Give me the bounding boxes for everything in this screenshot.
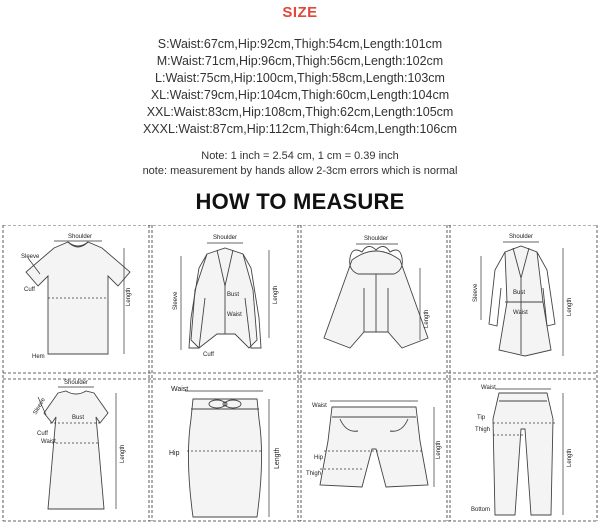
size-chart xyxy=(0,36,600,138)
label-shoulder: Shoulder xyxy=(364,236,389,242)
label-shoulder: Shoulder xyxy=(509,234,534,240)
panel-shorts xyxy=(302,379,450,522)
note-measurement: note: measurement by hands allow 2-3cm errors which is normal xyxy=(142,165,458,177)
label-waist: Waist xyxy=(312,403,327,409)
how-to-measure-heading: HOW TO MEASURE xyxy=(195,189,405,214)
pants-shape xyxy=(493,393,553,515)
label-length: Length xyxy=(274,447,281,469)
label-shoulder: Shoulder xyxy=(213,235,238,241)
label-hem: Hem xyxy=(32,354,45,360)
label-sleeve: Sleeve xyxy=(21,254,40,260)
size-line-m: M:Waist:71cm,Hip:96cm,Thigh:56cm,Length:102cm xyxy=(156,54,444,68)
label-length: Length xyxy=(273,285,279,304)
panel-cape xyxy=(302,228,450,371)
shorts-shape xyxy=(320,407,428,487)
notes xyxy=(0,149,600,179)
label-waist: Waist xyxy=(513,310,528,316)
jacket-diagram xyxy=(153,228,301,371)
note-conversion: Note: 1 inch = 2.54 cm, 1 cm = 0.39 inch xyxy=(201,150,399,162)
size-line-s: S:Waist:67cm,Hip:92cm,Thigh:54cm,Length:101cm xyxy=(157,37,443,51)
label-bust: Bust xyxy=(227,292,240,298)
dress-diagram xyxy=(4,379,152,522)
label-waist: Waist xyxy=(171,386,189,393)
label-waist: Waist xyxy=(481,385,496,391)
label-length: Length xyxy=(436,440,442,459)
shorts-diagram xyxy=(302,379,450,522)
label-shoulder: Shoulder xyxy=(68,234,93,240)
skirt-diagram xyxy=(153,379,301,522)
size-line-xxxl: XXXL:Waist:87cm,Hip:112cm,Thigh:64cm,Length:106cm xyxy=(142,122,458,136)
size-line-xxl: XXL:Waist:83cm,Hip:108cm,Thigh:62cm,Length:105cm xyxy=(146,105,454,119)
pants-diagram xyxy=(451,379,599,522)
label-sleeve: Sleeve xyxy=(173,291,179,310)
size-title: SIZE xyxy=(282,4,318,21)
label-shoulder: Shoulder xyxy=(64,380,89,386)
panel-dress xyxy=(4,379,152,522)
label-bottom: Bottom xyxy=(471,507,491,513)
label-waist: Waist xyxy=(227,312,242,318)
label-sleeve: Sleeve xyxy=(32,397,47,416)
label-length: Length xyxy=(567,297,573,316)
label-length: Length xyxy=(424,309,430,328)
measure-grid xyxy=(0,225,600,522)
label-thigh: Thigh xyxy=(306,471,322,477)
label-cuff: Cuff xyxy=(24,287,35,293)
label-waist: Waist xyxy=(41,439,56,445)
label-cuff: Cuff xyxy=(37,431,48,437)
tshirt-diagram xyxy=(4,228,152,371)
label-length: Length xyxy=(126,287,132,306)
label-thigh: Thigh xyxy=(475,427,491,433)
label-hip: Hip xyxy=(169,450,180,457)
label-bust: Bust xyxy=(513,290,526,296)
cape-diagram xyxy=(302,228,450,371)
panel-tshirt xyxy=(4,228,152,371)
panel-pants xyxy=(451,379,599,522)
size-line-l: L:Waist:75cm,Hip:100cm,Thigh:58cm,Length:103cm xyxy=(155,71,445,85)
label-sleeve: Sleeve xyxy=(473,283,479,302)
label-tip: Tip xyxy=(477,415,486,421)
panel-jacket xyxy=(153,228,301,371)
panel-coat xyxy=(451,228,599,371)
label-cuff: Cuff xyxy=(203,352,214,358)
skirt-shape xyxy=(188,399,261,517)
label-hip: Hip xyxy=(314,455,324,461)
panel-skirt xyxy=(153,379,301,522)
dress-shape xyxy=(44,391,108,509)
label-bust: Bust xyxy=(72,415,85,421)
label-length: Length xyxy=(567,448,573,467)
label-length: Length xyxy=(120,444,126,463)
size-line-xl: XL:Waist:79cm,Hip:104cm,Thigh:60cm,Length:104cm xyxy=(150,88,450,102)
coat-diagram xyxy=(451,228,599,371)
